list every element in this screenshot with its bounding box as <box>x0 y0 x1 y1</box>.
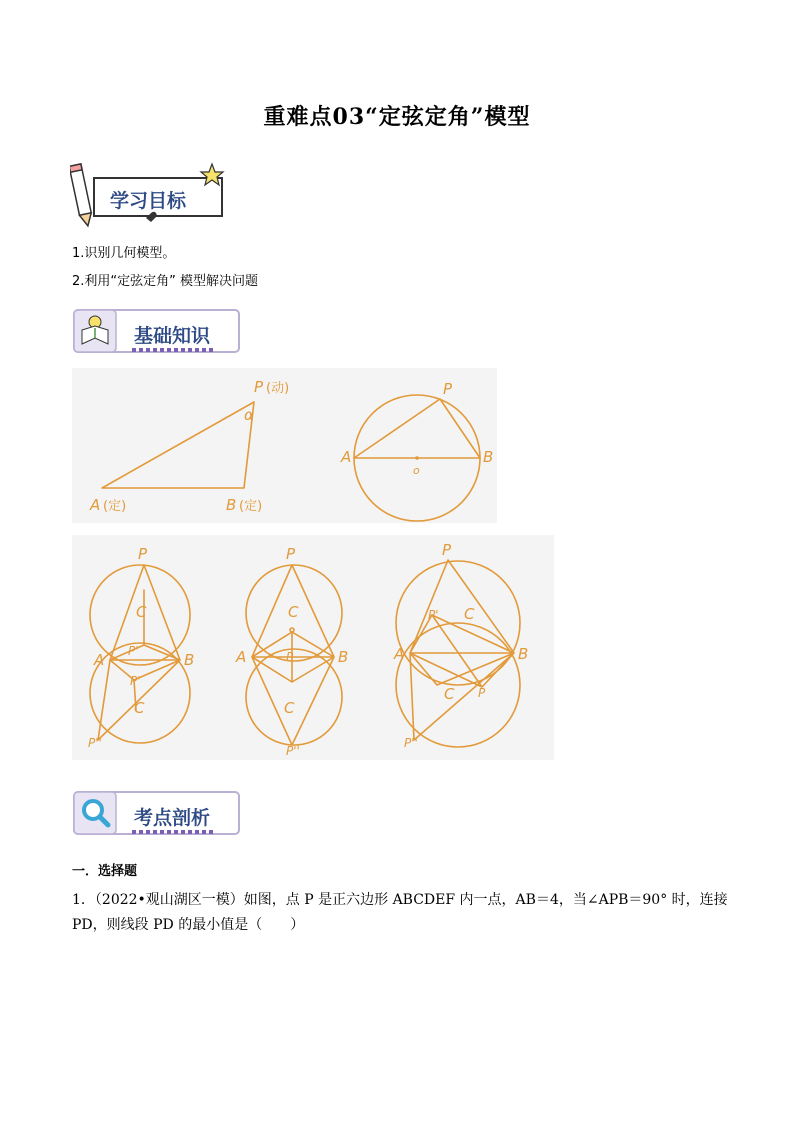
analysis-badge-label: 考点剖析 <box>134 807 211 829</box>
question-line-1: 1．（2022•观山湖区一模）如图，点 P 是正六边形 ABCDEF 内一点，AB＝4，当∠APB＝90° 时，连接 <box>72 892 728 908</box>
label-a: A <box>394 645 405 663</box>
label-a: A <box>94 651 105 669</box>
label-p-prime: P' <box>128 644 139 658</box>
objective-1: 1.识别几何模型。 <box>72 246 176 261</box>
label-o: o <box>413 464 420 477</box>
label-p-double: P'' <box>404 736 418 750</box>
label-p-double: P'' <box>88 736 102 750</box>
page-title: 重难点03“定弦定角”模型 <box>263 104 531 130</box>
objectives-badge-label: 学习目标 <box>110 190 187 212</box>
label-fixed-b: (定) <box>239 499 263 514</box>
label-p: P <box>138 545 148 563</box>
label-b: B <box>226 496 237 514</box>
label-p: P <box>286 545 296 563</box>
label-a: A <box>341 448 352 466</box>
section-heading: 一．选择题 <box>72 864 138 879</box>
label-c: C <box>136 603 147 621</box>
label-b: B <box>483 448 494 466</box>
label-c2: C <box>134 699 145 717</box>
label-p: P <box>443 380 453 398</box>
analysis-badge <box>72 790 244 840</box>
circle-figure <box>297 368 497 523</box>
objective-2: 2.利用“定弦定角” 模型解决问题 <box>72 274 259 289</box>
objectives-badge <box>70 158 240 218</box>
label-a: A <box>90 496 101 514</box>
label-b: B <box>338 648 349 666</box>
label-p-double: P'' <box>286 744 300 758</box>
label-p: P <box>254 378 264 396</box>
label-b: B <box>518 645 529 663</box>
question-line-2: PD，则线段 PD 的最小值是（ ） <box>72 917 305 933</box>
label-a: A <box>236 648 247 666</box>
label-moving: (动) <box>266 381 290 396</box>
label-fixed-a: (定) <box>103 499 127 514</box>
label-p-prime2: P' <box>130 674 141 688</box>
label-c2: C <box>444 685 455 703</box>
label-c2: C <box>284 699 295 717</box>
label-p-mid: P <box>286 650 294 664</box>
basics-badge-label: 基础知识 <box>134 325 211 347</box>
label-c: C <box>464 605 475 623</box>
label-b: B <box>184 651 195 669</box>
label-p-mid: P <box>478 686 486 700</box>
basics-badge <box>72 308 244 358</box>
triangle-figure <box>72 368 297 523</box>
label-c: C <box>288 603 299 621</box>
label-p-prime: P' <box>428 608 439 622</box>
label-p: P <box>442 541 452 559</box>
question-1 <box>72 888 732 938</box>
label-alpha: α <box>244 406 254 424</box>
model-cases-figure <box>72 535 554 760</box>
